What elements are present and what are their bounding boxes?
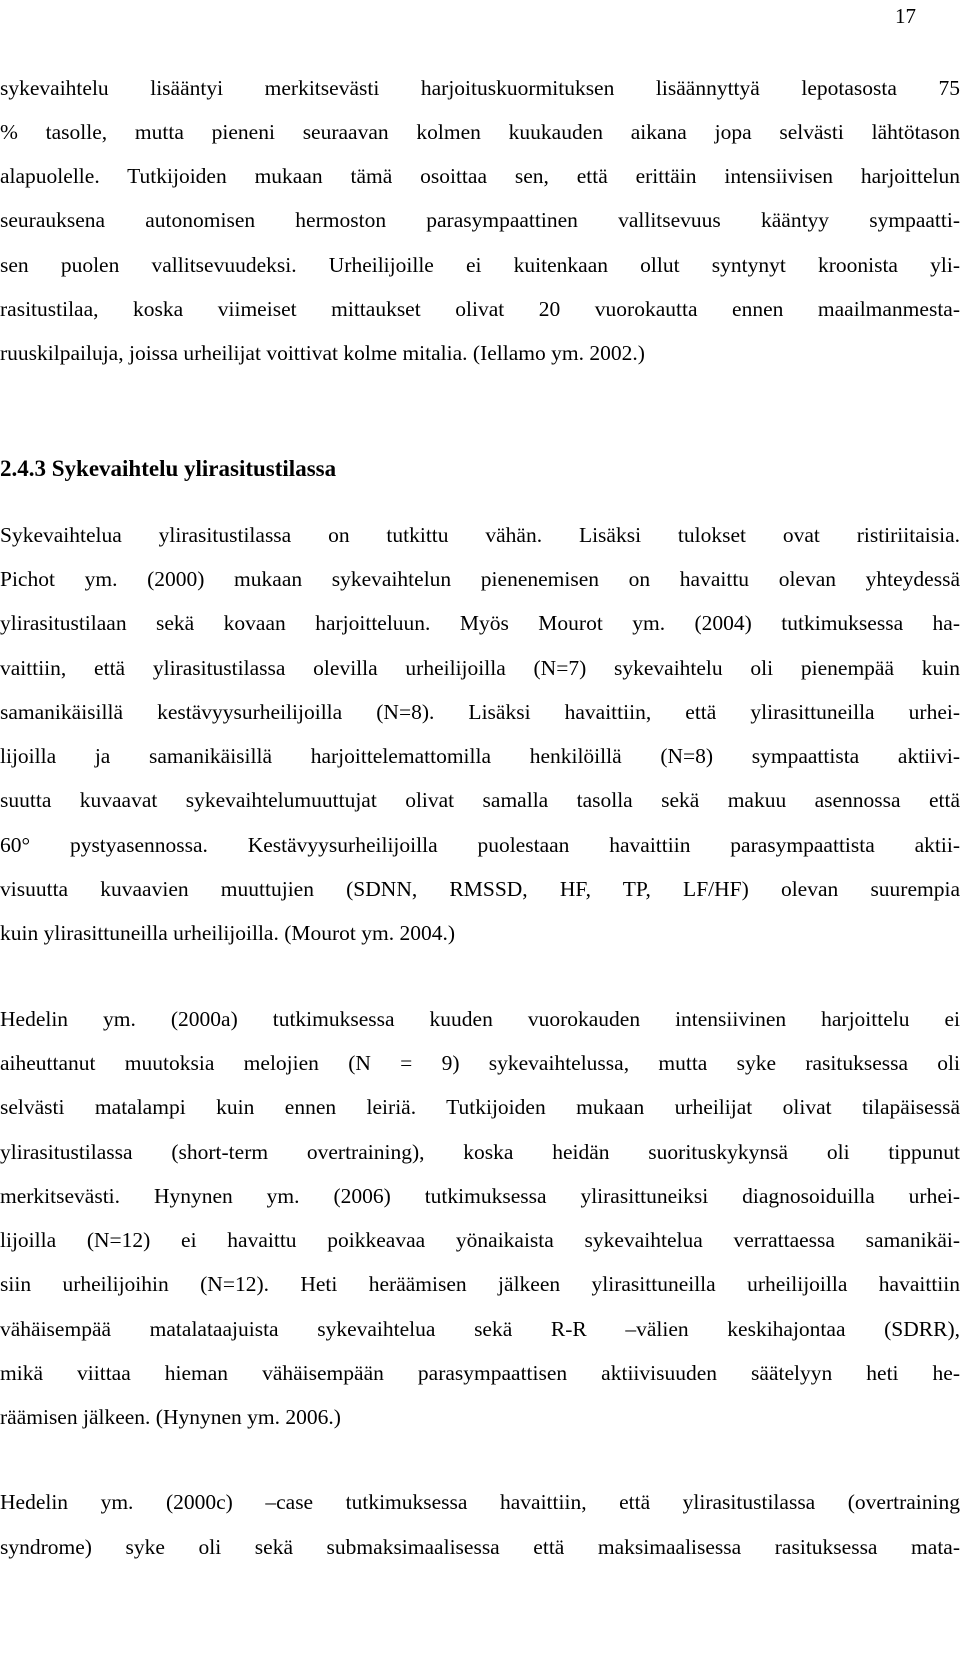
paragraph-2-line-8: 60° pystyasennossa. Kestävyysurheilijoilla puolestaan havaittiin parasympaattista aktii- xyxy=(0,833,960,857)
paragraph-1-line-7: ruuskilpailuja, joissa urheilijat voittivat kolme mitalia. (Iellamo ym. 2002.) xyxy=(0,341,645,365)
page-number: 17 xyxy=(895,4,916,28)
paragraph-4-line-1: Hedelin ym. (2000c) –case tutkimuksessa havaittiin, että ylirasitustilassa (overtraining xyxy=(0,1490,960,1514)
paragraph-3-line-10: räämisen jälkeen. (Hynynen ym. 2006.) xyxy=(0,1405,341,1429)
paragraph-2-line-6: lijoilla ja samanikäisillä harjoittelemattomilla henkilöillä (N=8) sympaattista aktiivi- xyxy=(0,744,960,768)
paragraph-2-line-10: kuin ylirasittuneilla urheilijoilla. (Mourot ym. 2004.) xyxy=(0,921,456,945)
paragraph-4-line-2: syndrome) syke oli sekä submaksimaalisessa että maksimaalisessa rasituksessa mata- xyxy=(0,1535,960,1559)
paragraph-2-line-4: vaittiin, että ylirasitustilassa olevilla urheilijoilla (N=7) sykevaihtelu oli pienempää kuin xyxy=(0,656,960,680)
paragraph-3-line-4: ylirasitustilassa (short-term overtraining), koska heidän suorituskykynsä oli tippunut xyxy=(0,1140,960,1164)
section-heading: 2.4.3 Sykevaihtelu ylirasitustilassa xyxy=(0,456,337,481)
paragraph-1-line-3: alapuolelle. Tutkijoiden mukaan tämä osoittaa sen, että erittäin intensiivisen harjoittelun xyxy=(0,164,960,188)
paragraph-3-line-6: lijoilla (N=12) ei havaittu poikkeavaa yönaikaista sykevaihtelua verrattaessa samanikäi- xyxy=(0,1228,960,1252)
paragraph-2-line-5: samanikäisillä kestävyysurheilijoilla (N=8). Lisäksi havaittiin, että ylirasittuneilla urhei- xyxy=(0,700,960,724)
paragraph-3-line-3: selvästi matalampi kuin ennen leiriä. Tutkijoiden mukaan urheilijat olivat tilapäisessä xyxy=(0,1095,960,1119)
paragraph-1-line-5: sen puolen vallitsevuudeksi. Urheilijoille ei kuitenkaan ollut syntynyt kroonista yli- xyxy=(0,253,960,277)
paragraph-2-line-2: Pichot ym. (2000) mukaan sykevaihtelun pienenemisen on havaittu olevan yhteydessä xyxy=(0,567,960,591)
paragraph-3-line-8: vähäisempää matalataajuista sykevaihtelua sekä R-R –välien keskihajontaa (SDRR), xyxy=(0,1317,960,1341)
paragraph-3-line-9: mikä viittaa hieman vähäisempään parasympaattisen aktiivisuuden säätelyyn heti he- xyxy=(0,1361,960,1385)
paragraph-1-line-4: seurauksena autonomisen hermoston parasympaattinen vallitsevuus kääntyy sympaatti- xyxy=(0,208,960,232)
paragraph-3-line-1: Hedelin ym. (2000a) tutkimuksessa kuuden vuorokauden intensiivinen harjoittelu ei xyxy=(0,1007,960,1031)
paragraph-2-line-7: suutta kuvaavat sykevaihtelumuuttujat olivat samalla tasolla sekä makuu asennossa että xyxy=(0,788,960,812)
paragraph-2-line-3: ylirasitustilaan sekä kovaan harjoitteluun. Myös Mourot ym. (2004) tutkimuksessa ha- xyxy=(0,611,960,635)
paragraph-2-line-1: Sykevaihtelua ylirasitustilassa on tutkittu vähän. Lisäksi tulokset ovat ristiriitaisia. xyxy=(0,523,960,547)
paragraph-1-line-2: % tasolle, mutta pieneni seuraavan kolmen kuukauden aikana jopa selvästi lähtötason xyxy=(0,120,960,144)
paragraph-1-line-6: rasitustilaa, koska viimeiset mittaukset olivat 20 vuorokautta ennen maailmanmesta- xyxy=(0,297,960,321)
paragraph-3-line-2: aiheuttanut muutoksia melojien (N = 9) sykevaihtelussa, mutta syke rasituksessa oli xyxy=(0,1051,960,1075)
paragraph-3-line-5: merkitsevästi. Hynynen ym. (2006) tutkimuksessa ylirasittuneiksi diagnosoiduilla urhei- xyxy=(0,1184,960,1208)
paragraph-3-line-7: siin urheilijoihin (N=12). Heti heräämisen jälkeen ylirasittuneilla urheilijoilla havaittiin xyxy=(0,1272,960,1296)
paragraph-2-line-9: visuutta kuvaavien muuttujien (SDNN, RMSSD, HF, TP, LF/HF) olevan suurempia xyxy=(0,877,960,901)
paragraph-1-line-1: sykevaihtelu lisääntyi merkitsevästi harjoituskuormituksen lisäännyttyä lepotasosta 75 xyxy=(0,76,960,100)
